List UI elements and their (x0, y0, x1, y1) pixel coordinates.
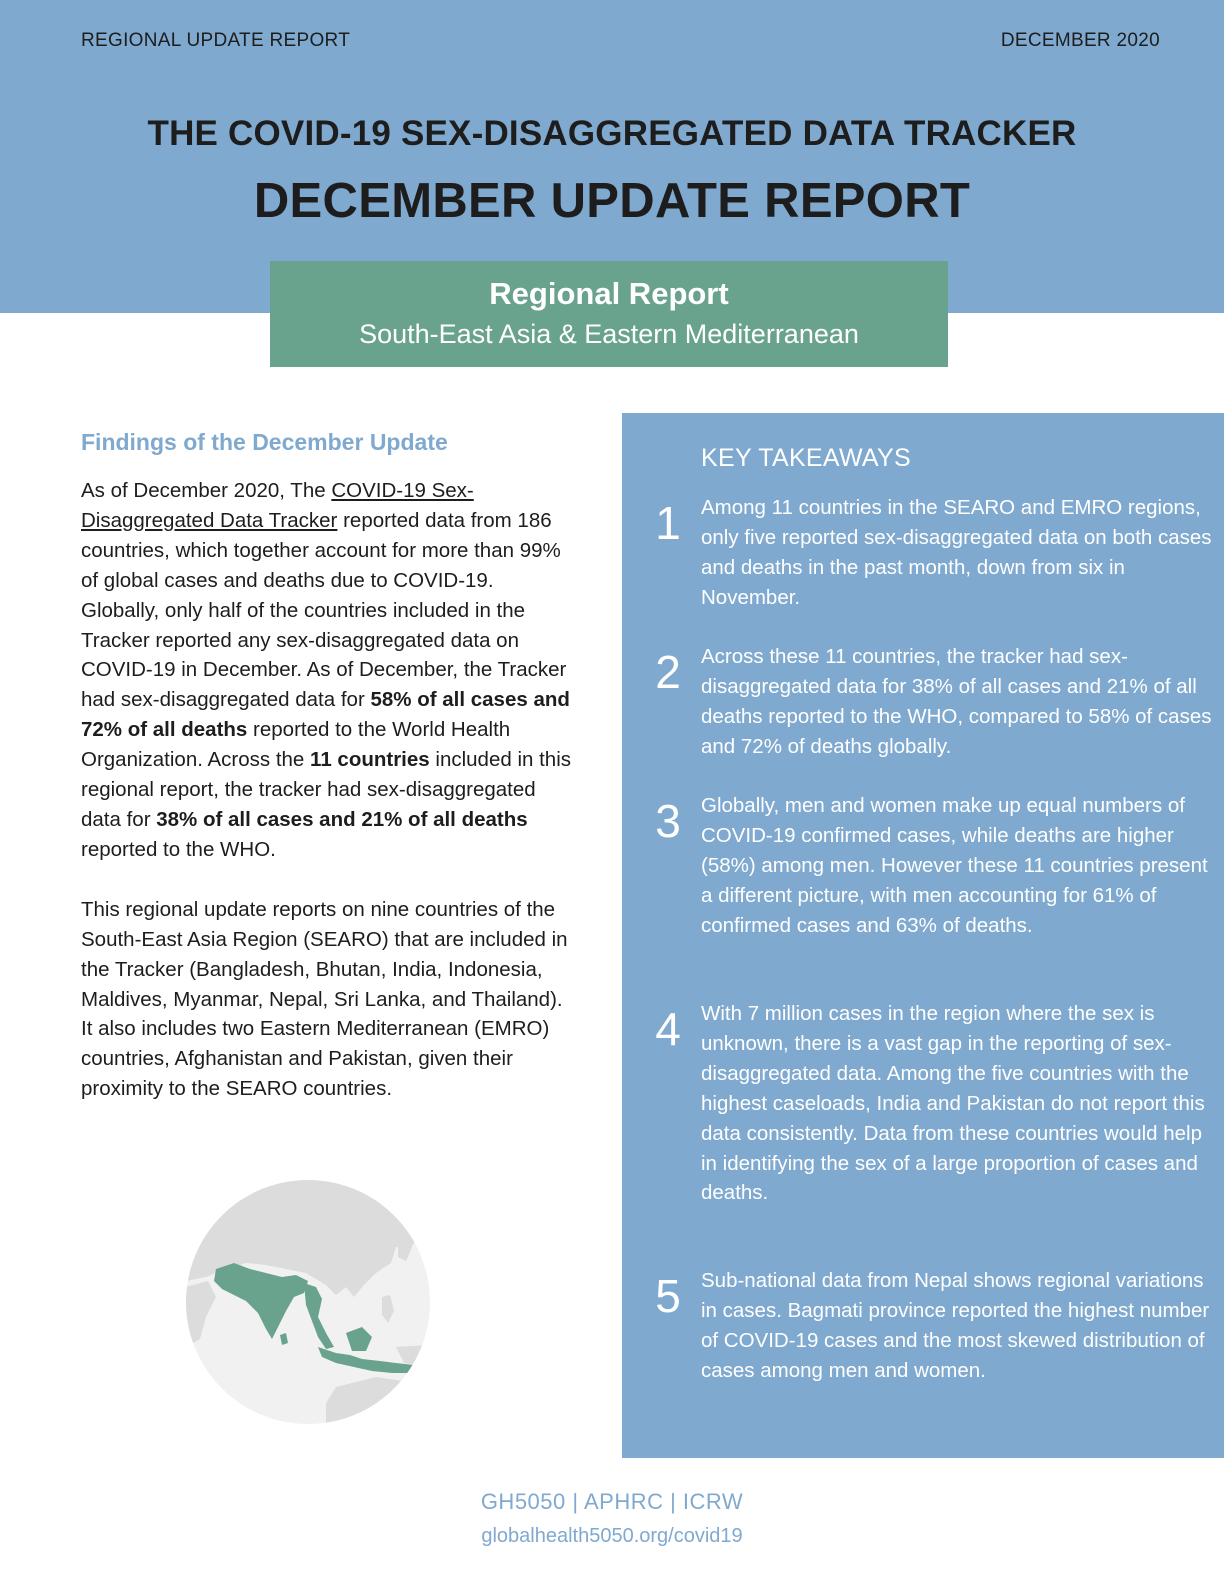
banner-subtitle: South-East Asia & Eastern Mediterranean (359, 319, 859, 349)
takeaway-text: Among 11 countries in the SEARO and EMRO regions, only five reported sex-disaggregated data on both cases and deaths in the past month, down from six in November. (701, 496, 1212, 609)
report-type-label: REGIONAL UPDATE REPORT (81, 30, 351, 51)
findings-highlight: 38% of all cases and 21% of all deaths (156, 807, 528, 831)
takeaway-text: With 7 million cases in the region where the sex is unknown, there is a vast gap in the reporting of sex-disaggregated data. Among the five countries with the highest caseloads, India and Pakistan do not report this data consistently. Data from these countries would help in identifying the sex of a large proportion of cases and deaths. (701, 1002, 1205, 1205)
findings-paragraph-1 (81, 476, 576, 865)
tracker-link[interactable]: COVID-19 Sex-Disaggregated Data Tracker (81, 479, 474, 532)
takeaway-number: 2 (655, 646, 681, 698)
footer-url-link[interactable]: globalhealth5050.org/covid19 (481, 1525, 743, 1547)
key-takeaways-heading: KEY TAKEAWAYS (701, 444, 911, 472)
takeaway-number: 5 (655, 1270, 681, 1322)
findings-heading: Findings of the December Update (81, 429, 448, 455)
findings-text: reported to the WHO. (81, 837, 276, 861)
findings-highlight: 11 countries (310, 748, 430, 772)
regional-banner (270, 261, 948, 367)
findings-text: As of December 2020, The (81, 479, 332, 502)
takeaway-text: Globally, men and women make up equal numbers of COVID-19 confirmed cases, while deaths are higher (58%) among men. However these 11 countries present a different picture, with men accounting for 61% of confirmed cases and 63% of deaths. (701, 794, 1208, 937)
takeaway-number: 1 (655, 497, 681, 549)
findings-paragraph-2: This regional update reports on nine countries of the South-East Asia Region (SEARO) that are included in the Tracker (Bangladesh, Bhutan, India, Indonesia, Maldives, Myanmar, Nepal, Sri Lanka, and Thailand). It also includes two Eastern Mediterranean (EMRO) countries, Afghanistan and Pakistan, given their proximity to the SEARO countries. (81, 897, 568, 1101)
findings-text: reported data from 186 countries, which together account for more than 99% of global cases and deaths due to COVID-19. Globally, only half of the countries included in the Tracker reported any sex-disaggregated data on COVID-19 in December. As of December, the Tracker had sex-disaggregated data for (81, 508, 567, 712)
footer-organizations: GH5050 | APHRC | ICRW (480, 1489, 744, 1514)
tracker-title: THE COVID-19 SEX-DISAGGREGATED DATA TRACKER (147, 114, 1077, 153)
findings-body (81, 476, 576, 1104)
banner-title: Regional Report (489, 276, 729, 311)
findings-text: reported to the World Health Organization. Across the (81, 718, 511, 772)
findings-text: included in this regional report, the tracker had sex-disaggregated data for (81, 748, 571, 831)
takeaway-number: 3 (655, 795, 681, 847)
key-takeaways-panel (622, 413, 1224, 1458)
takeaway-text: Sub-national data from Nepal shows regional variations in cases. Bagmati province reported the highest number of COVID-19 cases and the most skewed distribution of cases among men and women. (701, 1269, 1210, 1382)
takeaway-text: Across these 11 countries, the tracker had sex-disaggregated data for 38% of all cases and 21% of all deaths reported to the WHO, compared to 58% of cases and 72% of deaths globally. (701, 645, 1212, 758)
takeaway-number: 4 (655, 1003, 681, 1055)
report-date-label: DECEMBER 2020 (1000, 30, 1160, 51)
page-title: DECEMBER UPDATE REPORT (253, 174, 971, 228)
findings-highlight: 58% of all cases and 72% of all deaths (81, 688, 570, 742)
region-globe-map (186, 1177, 431, 1427)
